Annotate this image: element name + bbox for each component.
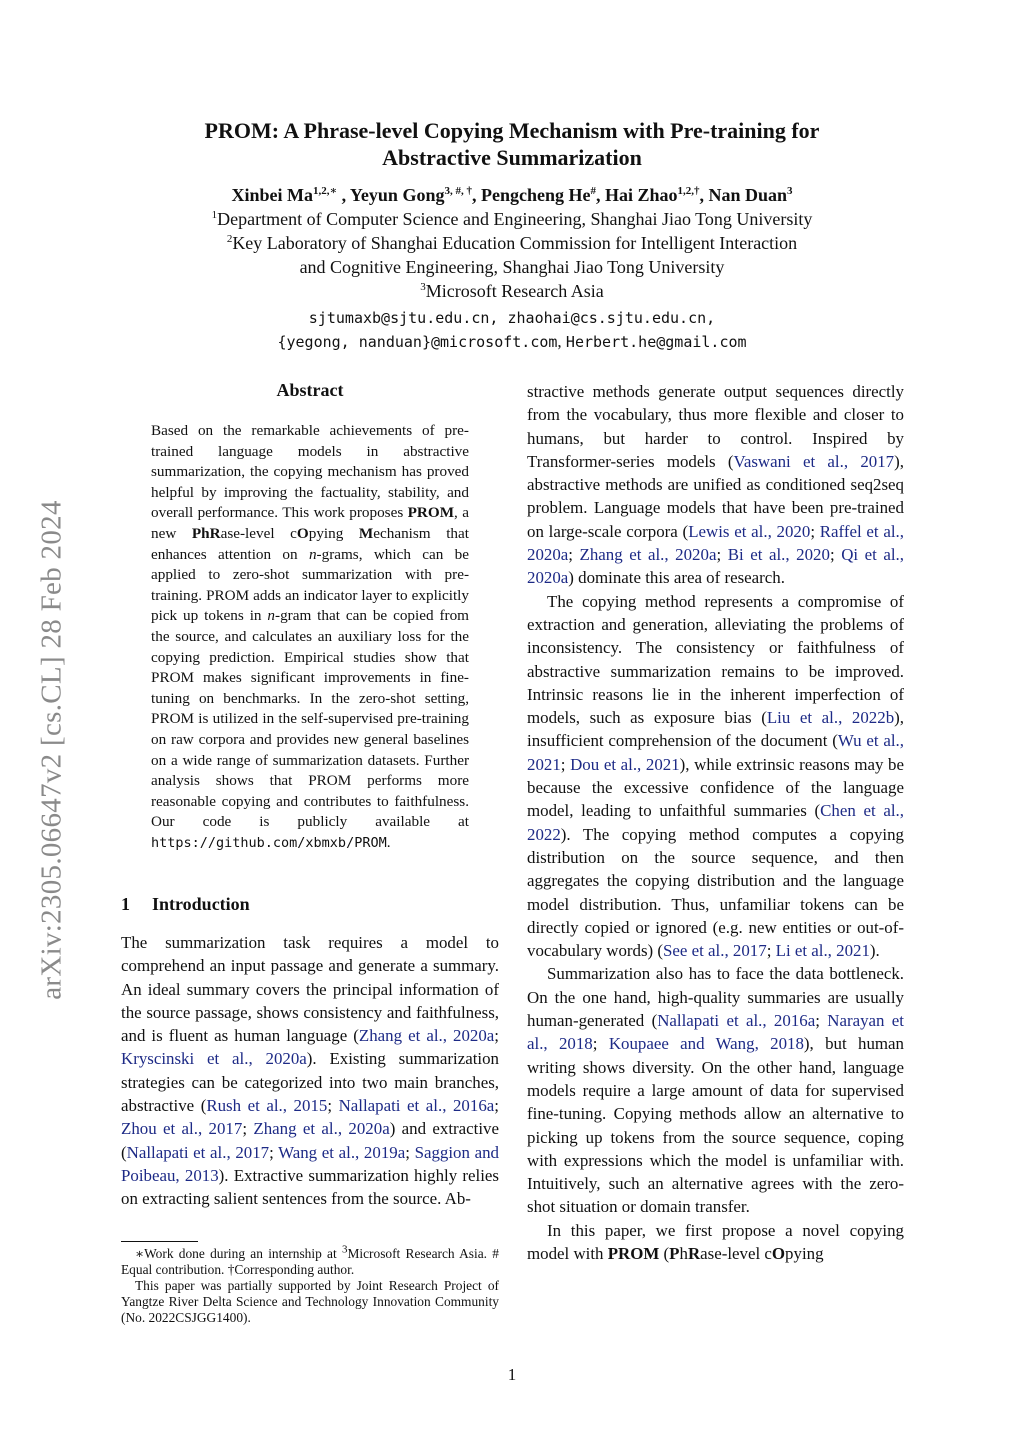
body-text: ; (810, 521, 820, 541)
abstract-text-bold: O (296, 524, 309, 542)
citation-link[interactable]: Koupaee and Wang, 2018 (608, 1034, 804, 1054)
title-line-2: Abstractive Summarization (382, 145, 642, 170)
body-text: ; (494, 1026, 499, 1046)
body-text-bold: PROM (607, 1243, 660, 1263)
body-text: stractive methods generate output sequences directly from the vocabulary, thus more flexible and closer to humans, but harder to control. Inspired by Transformer-series models ( (527, 382, 904, 471)
body-text: ; (829, 545, 842, 565)
body-text: ). Existing summarization strategies can be categorized into two main branches, abstractive ( (121, 1049, 499, 1116)
body-text: ), while extrinsic reasons may be because the excessive confidence of the language model, leading to unfaithful summaries ( (527, 754, 904, 821)
abstract-heading: Abstract (276, 380, 344, 400)
affiliation-1 (120, 207, 904, 231)
email-text: Herbert.he@gmail.com (565, 333, 747, 351)
abstract-text: . (386, 833, 391, 851)
body-text: ; (592, 1034, 609, 1054)
body-text: The summarization task requires a model to comprehend an input passage and generate a summary. An ideal summary covers the principal information of the source passage, shows consistency and faithfulness, and is fluent as human language ( (121, 933, 499, 1046)
citation-link[interactable]: Bi et al., 2020 (727, 545, 830, 565)
footnote-divider (121, 1241, 198, 1242)
arxiv-id: arXiv:2305.06647v2 [cs.CL] 28 Feb 2024 (35, 500, 68, 1000)
paragraph (121, 931, 499, 1211)
body-text: ; (494, 1096, 499, 1116)
email-text: {yegong, nanduan}@microsoft.com (277, 333, 558, 351)
body-text: The copying method represents a compromise of extraction and generation, alleviating the problems of inconsistency. The consistency or faithfulness of abstractive summarization remains to be improved. Intrinsic reasons lie in the inherent imperfection of models, such as exposure bias ( (527, 591, 904, 728)
email-separator: , (557, 332, 566, 351)
affiliation-2-cont: and Cognitive Engineering, Shanghai Jiao Tong University (299, 257, 725, 277)
footnote-text: Work done during an internship at (144, 1246, 342, 1261)
paragraph (527, 590, 904, 963)
citation-link[interactable]: Kryscinski et al., 2020a (121, 1049, 307, 1069)
citation-link[interactable]: Zhang et al., 2020a (253, 1119, 390, 1139)
author-name: , Nan Duan (699, 185, 788, 205)
abstract-text: echanism that enhances attention on (151, 524, 469, 563)
body-text: ), abstractive methods are unified as conditioned seq2seq problem. Language models that have been pre-trained on large-scale corpora ( (527, 451, 904, 541)
citation-link[interactable]: Zhou et al., 2017 (121, 1119, 243, 1139)
citation-link[interactable]: Zhang et al., 2020a (579, 545, 717, 565)
body-text: Summarization also has to face the data bottleneck. On the one hand, high-quality summaries are usually human-generated ( (527, 964, 904, 1031)
author-affiliation-mark: 1,2,∗ (312, 185, 338, 197)
section-title: Introduction (152, 894, 250, 914)
abstract-text: ase-level c (220, 524, 297, 542)
abstract-text: pying (308, 524, 359, 542)
paragraph (527, 380, 904, 590)
body-text: ; (327, 1096, 339, 1116)
author-affiliation-mark: 3 (787, 185, 793, 197)
author-affiliation-mark: 1,2,† (677, 185, 700, 197)
affiliation-text: Key Laboratory of Shanghai Education Commission for Intelligent Interaction (232, 233, 798, 253)
author-list (120, 183, 904, 207)
body-text: ), insufficient comprehension of the document ( (527, 708, 904, 751)
abstract-text-bold: M (358, 524, 374, 542)
section-heading (121, 894, 250, 915)
citation-link[interactable]: Nallapati et al., 2016a (657, 1011, 816, 1031)
affiliation-mark: 3 (420, 281, 426, 293)
author-name: , Pengcheng He (471, 185, 591, 205)
paper-title (120, 117, 904, 171)
abstract-text: , a new (151, 504, 469, 542)
email-line-2 (120, 330, 904, 354)
author-name: , Hai Zhao (595, 185, 678, 205)
citation-link[interactable]: Raffel et al., 2020a (527, 521, 904, 565)
citation-link[interactable]: Lewis et al., 2020 (688, 521, 811, 541)
body-text: pying (785, 1243, 824, 1263)
citation-link[interactable]: Li et al., 2021 (775, 941, 870, 961)
body-text: ), but human writing shows diversity. On the other hand, language models require a large amount of data for supervised fine-tuning. Copying methods allow an alternative to picking up tokens from the source sequence, coping with expressions which the model is unfamiliar with. Intuitively, such an alternative agrees with the zero-shot situation or domain transfer. (527, 1034, 905, 1217)
citation-link[interactable]: Nallapati et al., 2016a (338, 1096, 495, 1116)
footnote-sup: 3 (341, 1243, 348, 1256)
abstract-text: -gram that can be copied from the source, and calculates an auxiliary loss for the copying prediction. Empirical studies show that PROM makes significant improvements in fine-tuning on benchmarks. In the zero-shot setting, PROM is utilized in the self-supervised pre-training on raw corpora and provides new general baselines on a wide range of summarization datasets. Further analysis shows that PROM performs more reasonable copying and contributes to faithfulness. Our code is publicly available at (151, 607, 469, 831)
paragraph (527, 1219, 904, 1266)
abstract-text-bold: Ph (191, 524, 210, 542)
abstract-text: -grams, which can be applied to zero-shot summarization with pre-training. PROM adds an indicator layer to explicitly pick up tokens in (151, 545, 470, 625)
footnote-2: This paper was partially supported by Joint Research Project of Yangtze River Delta Science and Technology Innovation Community (No. 2022CSJGG1400). (121, 1278, 499, 1325)
body-text: ; (242, 1119, 254, 1139)
paragraph (527, 962, 904, 1218)
intro-right-column (527, 380, 904, 1265)
body-text: ase-level c (700, 1243, 772, 1263)
body-text: ). The copying method computes a copying distribution on the source sequence, and then aggregates the copying distribution and the language model distribution. Thus, unfamiliar tokens can be directly copied or ignored (e.g. new entities or out-of-vocabulary words) ( (527, 824, 904, 961)
arxiv-stamp (22, 450, 82, 1050)
body-text-bold: P (669, 1243, 680, 1263)
title-line-1: PROM: A Phrase-level Copying Mechanism with Pre-training for (204, 118, 820, 143)
body-text: ; (269, 1142, 279, 1162)
citation-link[interactable]: See et al., 2017 (663, 941, 767, 961)
body-text: ; (716, 545, 728, 565)
affiliations (120, 207, 904, 303)
intro-left-column (121, 931, 499, 1211)
citation-link[interactable]: Liu et al., 2022b (766, 708, 895, 728)
author-affiliation-mark: # (590, 185, 596, 197)
body-text: ; (560, 754, 571, 774)
body-text: ( (659, 1243, 670, 1263)
citation-link[interactable]: Nallapati et al., 2017 (126, 1142, 270, 1162)
body-text: ) dominate this area of research. (568, 568, 785, 588)
citation-link[interactable]: Zhang et al., 2020a (358, 1026, 495, 1046)
citation-link[interactable]: Narayan et al., 2018 (527, 1011, 904, 1054)
abstract-math: n (308, 545, 317, 563)
body-text: ). (869, 941, 880, 961)
footnote-1 (121, 1243, 499, 1278)
citation-link[interactable]: Wu et al., 2021 (527, 731, 904, 774)
citation-link[interactable]: Saggion and Poibeau, 2013 (121, 1142, 499, 1185)
affiliation-3 (120, 279, 904, 303)
citation-link[interactable]: Vaswani et al., 2017 (733, 451, 895, 471)
body-text: ) and extractive ( (121, 1119, 499, 1162)
author-name: , Yeyun Gong (337, 185, 445, 205)
footnote-text: Microsoft Research Asia. # Equal contribution. †Corresponding author. (121, 1246, 499, 1277)
body-text: ; (568, 545, 580, 565)
affiliation-mark: 1 (211, 209, 218, 221)
footnotes (121, 1243, 499, 1326)
page-number: 1 (507, 1365, 517, 1384)
abstract-math: n (267, 607, 276, 625)
citation-link[interactable]: Qi et al., 2020a (527, 545, 905, 588)
citation-link[interactable]: Wang et al., 2019a (278, 1142, 406, 1162)
affiliation-text: Department of Computer Science and Engineering, Shanghai Jiao Tong University (217, 209, 813, 229)
body-text: ; (815, 1011, 828, 1031)
affiliation-text: Microsoft Research Asia (425, 281, 604, 301)
body-text-bold: O (771, 1243, 786, 1263)
abstract-text: Based on the remarkable achievements of pre-trained language models in abstractive summarization, the copying mechanism has proved helpful by improving the factuality, stability, and overall performance. This work proposes (151, 422, 469, 522)
body-text: ; (405, 1142, 415, 1162)
citation-link[interactable]: Chen et al., 2022 (527, 801, 904, 844)
body-text: ; (766, 941, 776, 961)
citation-link[interactable]: Rush et al., 2015 (206, 1096, 328, 1116)
author-name: Xinbei Ma (231, 185, 313, 205)
body-text: In this paper, we first propose a novel copying model with (527, 1220, 904, 1263)
author-affiliation-mark: 3, #, † (444, 185, 472, 197)
affiliation-2 (120, 231, 904, 255)
citation-link[interactable]: Dou et al., 2021 (570, 754, 680, 774)
footnote-mark: ∗ (135, 1246, 145, 1261)
affiliation-mark: 2 (226, 233, 233, 245)
email-line-1: sjtumaxb@sjtu.edu.cn, zhaohai@cs.sjtu.edu.cn, (308, 309, 716, 327)
body-text-bold: R (687, 1243, 701, 1263)
abstract-body (151, 421, 469, 853)
body-text: ). Extractive summarization highly relies on extracting salient sentences from the source. Ab- (121, 1165, 499, 1209)
code-url-link[interactable]: https://github.com/xbmxb/PROM (151, 834, 387, 851)
body-text: h (679, 1243, 688, 1263)
author-emails (120, 306, 904, 354)
abstract-text-bold: PROM (407, 504, 455, 522)
section-number: 1 (121, 894, 130, 914)
abstract-text-bold: R (209, 524, 221, 542)
